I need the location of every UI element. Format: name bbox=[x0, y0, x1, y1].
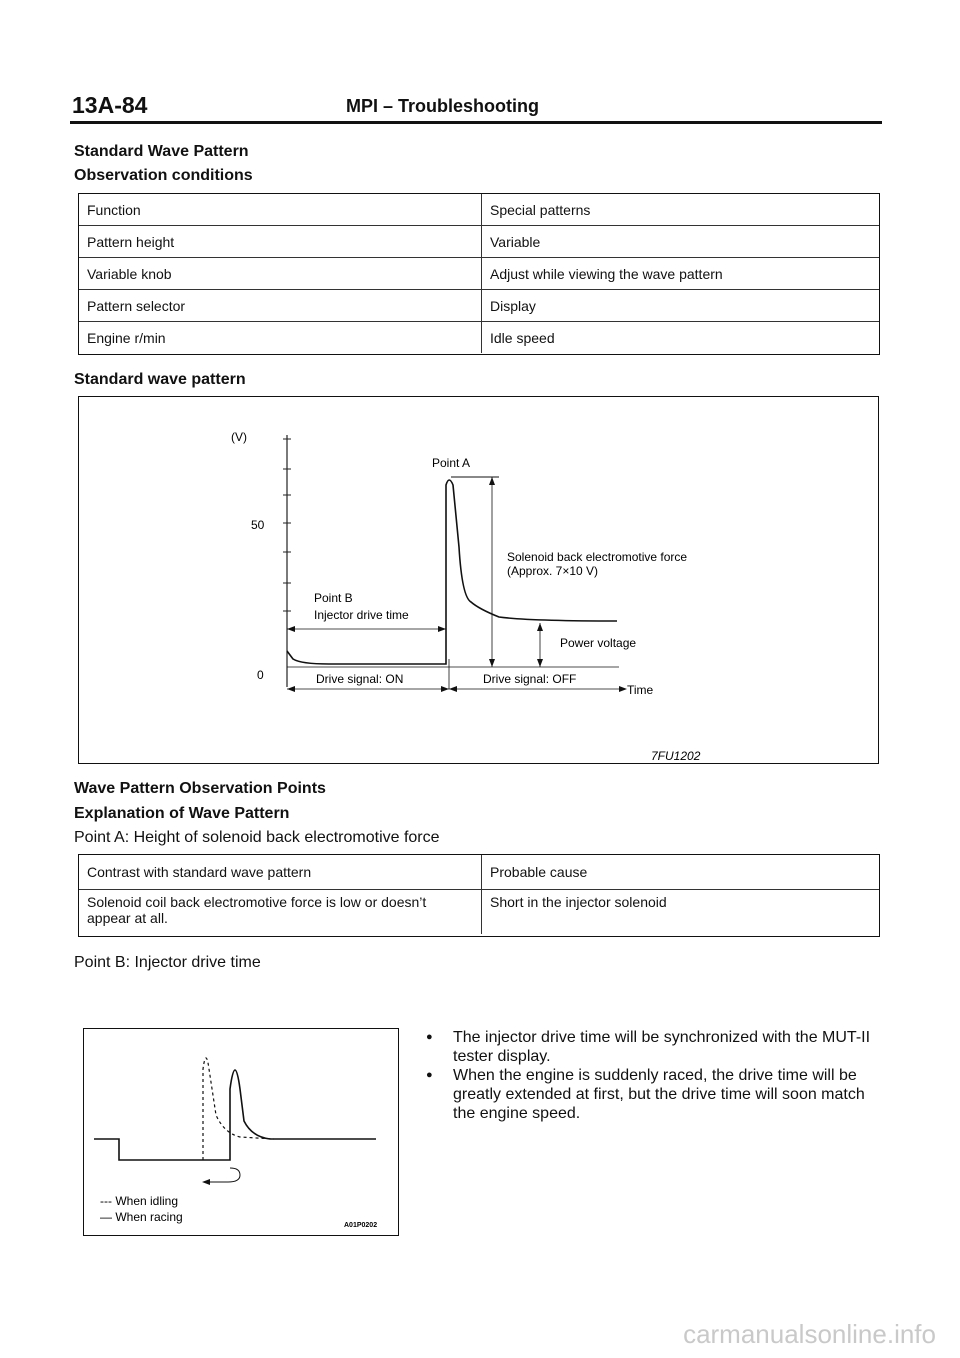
point-a-contrast-cell: Solenoid coil back electromotive force is low or doesn’t appear at all. bbox=[79, 890, 482, 935]
observation-param-cell: Pattern selector bbox=[79, 290, 482, 322]
point-b-title: Point B: Injector drive time bbox=[74, 954, 261, 971]
point-b-diagram bbox=[84, 1029, 398, 1235]
table-row bbox=[79, 194, 879, 226]
point-a-col-header-contrast: Contrast with standard wave pattern bbox=[79, 855, 482, 890]
watermark-text: carmanualsonline.info bbox=[683, 1319, 936, 1349]
observation-param-cell: Pattern height bbox=[79, 226, 482, 258]
point-b-label: Point B bbox=[314, 591, 353, 605]
std-wave-heading: Standard wave pattern bbox=[74, 371, 246, 388]
observation-value-cell: Display bbox=[482, 290, 880, 322]
drive-signal-on-label: Drive signal: ON bbox=[316, 672, 404, 686]
point-a-col-header-cause: Probable cause bbox=[482, 855, 880, 890]
point-a-label: Point A bbox=[432, 456, 471, 470]
observation-table-box bbox=[78, 193, 880, 355]
legend-racing: — When racing bbox=[100, 1210, 183, 1224]
power-voltage-label: Power voltage bbox=[560, 636, 637, 650]
section-heading-standard-wave: Standard Wave Pattern bbox=[74, 143, 249, 160]
page-number: 13A-84 bbox=[72, 92, 148, 118]
observation-param-cell: Engine r/min bbox=[79, 322, 482, 354]
point-a-table-box bbox=[78, 854, 880, 937]
table-row bbox=[79, 258, 879, 290]
page-title: MPI – Troubleshooting bbox=[346, 96, 539, 116]
table-row bbox=[79, 322, 879, 354]
list-item: ● The injector drive time will be synchronized with the MUT-II tester display. bbox=[423, 1028, 885, 1066]
y-tick-50: 50 bbox=[251, 518, 265, 532]
observation-table bbox=[79, 194, 879, 353]
point-a-title: Point A: Height of solenoid back electromotive force bbox=[74, 829, 440, 846]
point-a-table bbox=[79, 855, 879, 934]
observation-points-heading: Wave Pattern Observation Points bbox=[74, 780, 326, 797]
figure-code-7fu1202: 7FU1202 bbox=[651, 749, 701, 763]
point-b-notes bbox=[423, 1028, 885, 1123]
back-emf-approx-label: (Approx. 7×10 V) bbox=[507, 564, 599, 578]
legend-idling: --- When idling bbox=[100, 1194, 179, 1208]
point-a-cause-cell: Short in the injector solenoid bbox=[490, 894, 667, 910]
list-item: ● When the engine is suddenly raced, the drive time will be greatly extended at first, but the drive time will soon match the engine speed. bbox=[423, 1066, 885, 1123]
observation-param-cell: Variable knob bbox=[79, 258, 482, 290]
table-row bbox=[79, 290, 879, 322]
std-wave-diagram bbox=[79, 397, 878, 763]
drive-signal-off-label: Drive signal: OFF bbox=[483, 672, 577, 686]
figure-code-a01p0202: A01P0202 bbox=[344, 1222, 378, 1229]
time-axis-label: Time bbox=[627, 683, 654, 697]
explanation-heading: Explanation of Wave Pattern bbox=[74, 805, 290, 822]
back-emf-label: Solenoid back electromotive force bbox=[507, 550, 688, 564]
y-unit-label: (V) bbox=[231, 430, 247, 444]
observation-value-cell: Idle speed bbox=[490, 329, 555, 346]
table-row bbox=[79, 226, 879, 258]
y-tick-0: 0 bbox=[257, 668, 264, 682]
std-wave-figure-box bbox=[78, 396, 879, 764]
observation-value-cell: Variable bbox=[482, 226, 880, 258]
table-row bbox=[79, 890, 879, 935]
point-b-figure-box bbox=[83, 1028, 399, 1236]
injector-drive-time-label: Injector drive time bbox=[314, 608, 409, 622]
section-subheading-observation: Observation conditions bbox=[74, 167, 253, 184]
observation-value-cell: Special patterns bbox=[482, 194, 880, 226]
header-rule bbox=[70, 121, 882, 124]
observation-value-cell: Adjust while viewing the wave pattern bbox=[482, 258, 880, 290]
observation-param-cell: Function bbox=[79, 194, 482, 226]
